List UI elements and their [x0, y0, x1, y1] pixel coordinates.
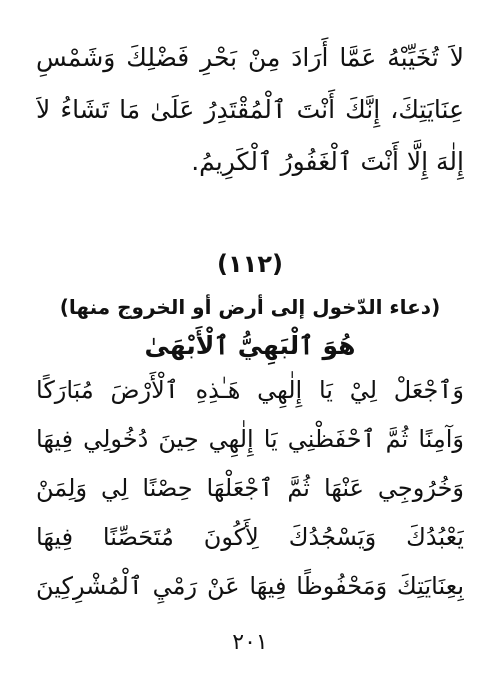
text-line: لاَ تُخَيِّبْهُ عَمَّا أَرَادَ مِنْ بَحْرِ فَضْلِكَ وَشَمْسِ — [36, 43, 464, 72]
section-number: (١١٢) — [217, 250, 283, 278]
text-line: بِعِنَايَتِكَ وَمَحْفُوظًا فِيهَا عَنْ رَمْيِ ٱلْمُشْرِكِينَ — [36, 572, 464, 600]
page-number: ٢٠١ — [232, 630, 268, 655]
section-title: (دعاء الدّخول إلى أرض أو الخروج منها) — [59, 295, 441, 319]
text-line: يَعْبُدُكَ وَيَسْجُدُكَ لِأَكُونَ مُتَحَصِّنًا فِيهَا — [36, 523, 464, 551]
text-line: وَٱجْعَلْ لِيْ يَا إِلٰهِي هَـٰذِهِ ٱلْأَرْضَ مُبَارَكًا — [36, 376, 464, 404]
section-heading: هُوَ ٱلْبَهِيُّ ٱلْأَبْهَىٰ — [144, 331, 356, 360]
text-line: وَآمِنًا ثُمَّ ٱحْفَظْنِي يَا إِلٰهِي حِينَ دُخُولِي فِيهَا — [36, 425, 464, 453]
text-line: عِنَايَتِكَ، إِنَّكَ أَنْتَ ٱلْمُقْتَدِرُ عَلَىٰ مَا تَشَاءُ لاَ — [36, 95, 464, 124]
prayer-continuation-paragraph — [36, 32, 464, 188]
text-line: إِلٰهَ إِلَّا أَنْتَ ٱلْغَفُورُ ٱلْكَرِيمُ. — [191, 147, 464, 176]
text-line: وَخُرُوجِي عَنْهَا ثُمَّ ٱجْعَلْهَا حِصْنًا لِي وَلِمَنْ — [36, 474, 464, 502]
prayer-paragraph — [36, 366, 464, 611]
